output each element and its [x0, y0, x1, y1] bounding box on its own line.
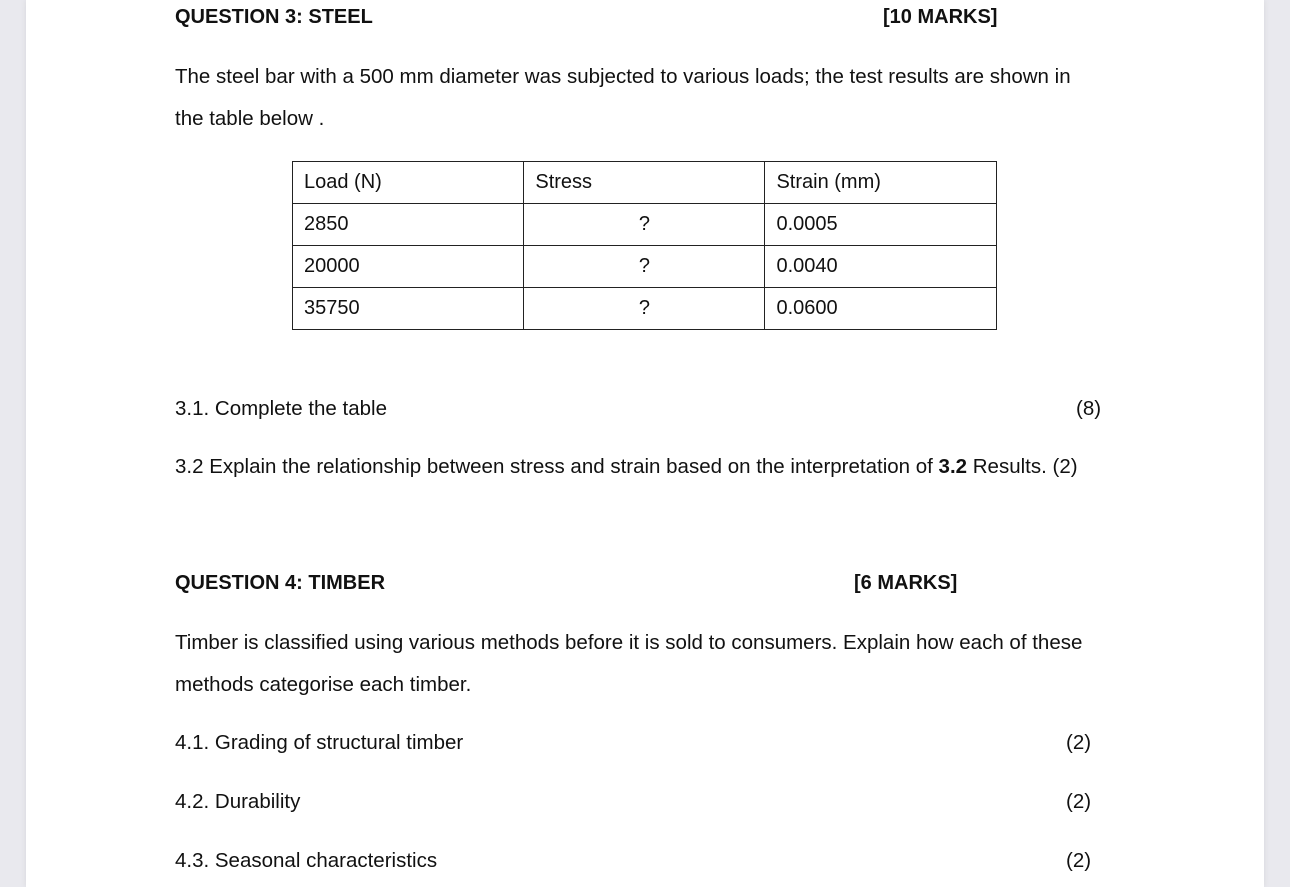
question-4-3-text: 4.3. Seasonal characteristics	[175, 849, 438, 872]
cell-load: 2850	[293, 204, 524, 246]
question-4-1-text: 4.1. Grading of structural timber	[175, 731, 464, 754]
question-3-2-text-after: Results. (2)	[967, 455, 1078, 478]
cell-load: 20000	[293, 246, 524, 288]
table-header-row	[293, 162, 997, 204]
question-4-marks: [6 MARKS]	[854, 572, 958, 594]
header-stress: Stress	[524, 162, 765, 204]
cell-strain: 0.0005	[765, 204, 997, 246]
question-3-2-text	[175, 455, 1078, 479]
question-3-marks: [10 MARKS]	[883, 6, 998, 28]
table-row	[293, 204, 997, 246]
question-3-intro-line-1: The steel bar with a 500 mm diameter was subjected to various loads; the test results are shown in	[175, 65, 1071, 88]
cell-stress: ?	[524, 246, 765, 288]
question-3-2-text-bold: 3.2	[938, 455, 968, 478]
table-row	[293, 246, 997, 288]
cell-strain: 0.0040	[765, 246, 997, 288]
question-4-2-text: 4.2. Durability	[175, 790, 301, 813]
cell-stress: ?	[524, 288, 765, 330]
question-3-intro-line-2: the table below .	[175, 107, 325, 130]
question-3-1-text: 3.1. Complete the table	[175, 397, 387, 420]
document-page	[26, 0, 1264, 887]
question-4-1-marks: (2)	[1066, 731, 1092, 754]
question-4-heading: QUESTION 4: TIMBER	[175, 572, 386, 594]
question-4-intro-line-1: Timber is classified using various methods before it is sold to consumers. Explain how each of these	[175, 631, 1083, 654]
question-4-2-marks: (2)	[1066, 790, 1092, 813]
question-3-1-marks: (8)	[1076, 397, 1102, 420]
cell-strain: 0.0600	[765, 288, 997, 330]
table-row	[293, 288, 997, 330]
question-4-3-marks: (2)	[1066, 849, 1092, 872]
question-4-intro-line-2: methods categorise each timber.	[175, 673, 472, 696]
question-3-heading: QUESTION 3: STEEL	[175, 6, 373, 28]
results-table	[292, 161, 997, 330]
question-3-2-text-before: 3.2 Explain the relationship between stress and strain based on the interpretation of	[175, 455, 939, 478]
cell-stress: ?	[524, 204, 765, 246]
cell-load: 35750	[293, 288, 524, 330]
header-load: Load (N)	[293, 162, 524, 204]
header-strain: Strain (mm)	[765, 162, 997, 204]
